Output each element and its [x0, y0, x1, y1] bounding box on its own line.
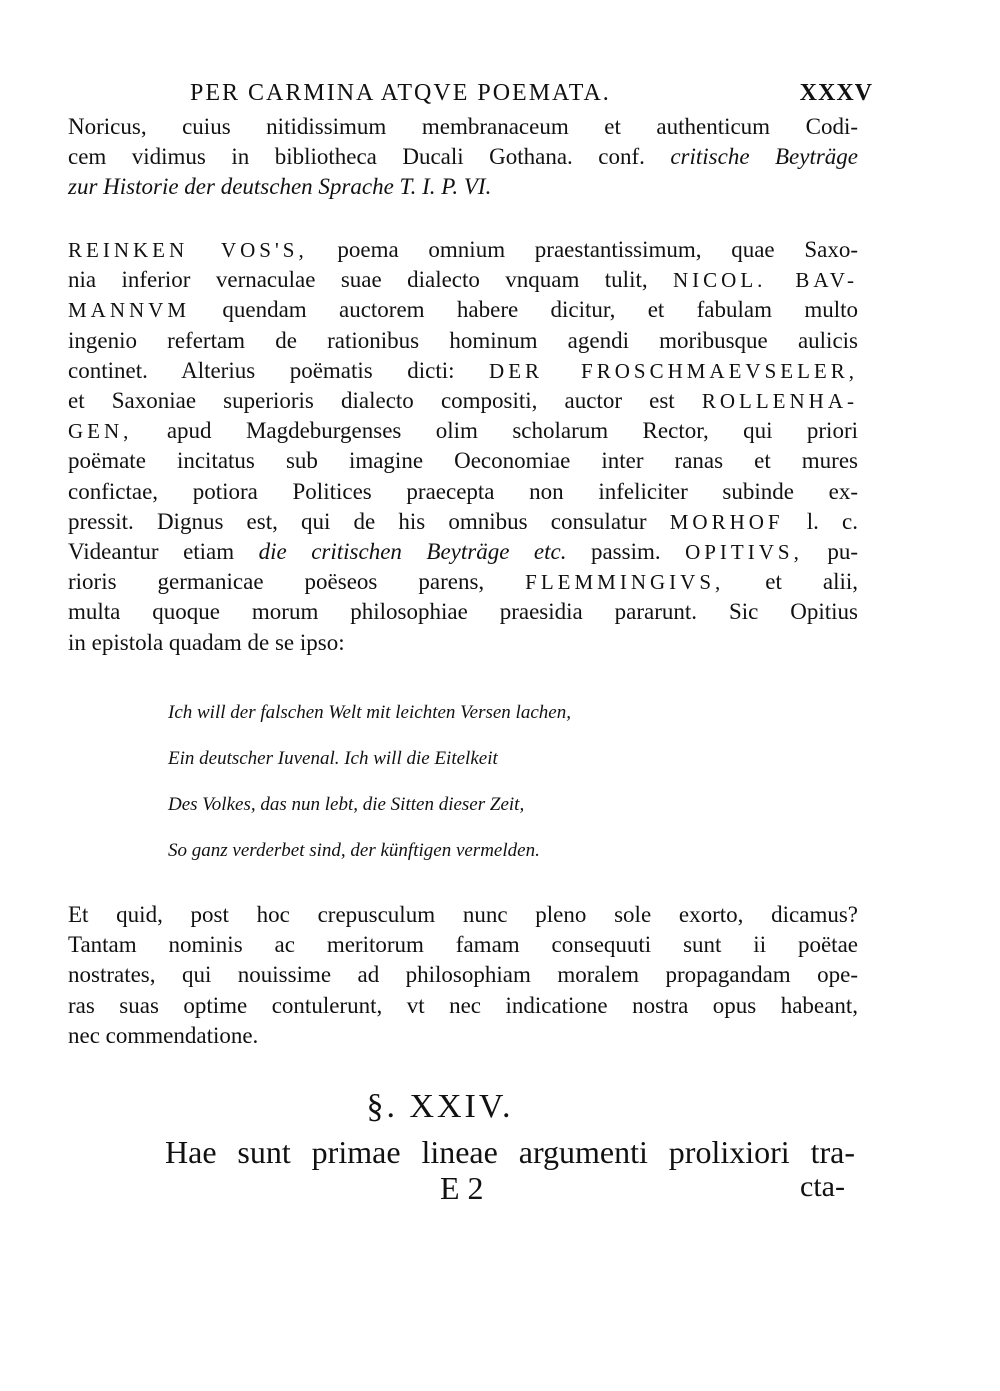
text-line: ras suas optime contulerunt, vt nec indicatione nostra opus habeant,: [68, 992, 858, 1018]
text-line: MANNVM quendam auctorem habere dicitur, et fabulam multo: [68, 297, 859, 323]
section-opening-line: Hae sunt primae lineae argumenti prolixiori tra-: [165, 1134, 855, 1170]
text-line: ingenio refertam de rationibus hominum agendi moribusque aulicis: [68, 327, 858, 353]
text-line: nostrates, qui nouissime ad philosophiam moralem propagandam ope-: [68, 962, 858, 988]
section-heading: §. XXIV.: [366, 1088, 514, 1125]
page-number: XXXV: [799, 80, 873, 106]
text-line: Videantur etiam die critischen Beyträge etc. passim. OPITIVS, pu-: [68, 539, 858, 565]
paragraph-reinken-vos: [68, 235, 858, 658]
text-line: cem vidimus in bibliotheca Ducali Gothana. conf. critische Beyträge: [68, 144, 858, 170]
text-line: multa quoque morum philosophiae praesidia pararunt. Sic Opitius: [68, 599, 858, 625]
text-line: Noricus, cuius nitidissimum membranaceum et authenticum Codi-: [68, 114, 858, 139]
text-line: continet. Alterius poëmatis dicti: DER FROSCHMAEVSELER,: [68, 357, 858, 383]
text-line: nia inferior vernaculae suae dialecto vnquam tulit, NICOL. BAV-: [68, 267, 859, 293]
text-line: poëmate incitatus sub imagine Oeconomiae inter ranas et mures: [68, 448, 858, 474]
running-title: PER CARMINA ATQVE POEMATA.: [190, 80, 611, 106]
verse-line: Ich will der falschen Welt mit leichten Versen lachen,: [168, 702, 571, 723]
text-line: REINKEN VOS'S, poema omnium praestantissimum, quae Saxo-: [68, 237, 858, 262]
text-line: et Saxoniae superioris dialecto compositi, auctor est ROLLENHA-: [68, 388, 858, 414]
verse-quotation: [168, 690, 571, 874]
text-line: Tantam nominis ac meritorum famam consequuti sunt ii poëtae: [68, 932, 858, 958]
text-line: zur Historie der deutschen Sprache T. I. P. VI.: [68, 174, 492, 200]
text-line: in epistola quadam de se ipso:: [68, 629, 345, 655]
text-line: GEN, apud Magdeburgenses olim scholarum Rector, qui priori: [68, 418, 858, 444]
verse-line: Des Volkes, das nun lebt, die Sitten dieser Zeit,: [168, 794, 525, 815]
text-line: pressit. Dignus est, qui de his omnibus consulatur MORHOF l. c.: [68, 508, 858, 534]
running-head: [190, 78, 873, 108]
text-line: rioris germanicae poëseos parens, FLEMMINGIVS, et alii,: [68, 569, 859, 595]
text-line: Et quid, post hoc crepusculum nunc pleno sole exorto, dicamus?: [68, 902, 858, 927]
verse-line: Ein deutscher Iuvenal. Ich will die Eitelkeit: [168, 748, 498, 769]
catchword: cta-: [800, 1170, 845, 1203]
paragraph-et-quid: [68, 900, 858, 1051]
verse-line: So ganz verderbet sind, der künftigen vermelden.: [168, 840, 540, 861]
signature-mark: E 2: [440, 1170, 484, 1206]
text-line: nec commendatione.: [68, 1022, 259, 1048]
text-line: confictae, potiora Politices praecepta non infeliciter subinde ex-: [68, 478, 858, 504]
paragraph-noricus: [68, 112, 858, 203]
